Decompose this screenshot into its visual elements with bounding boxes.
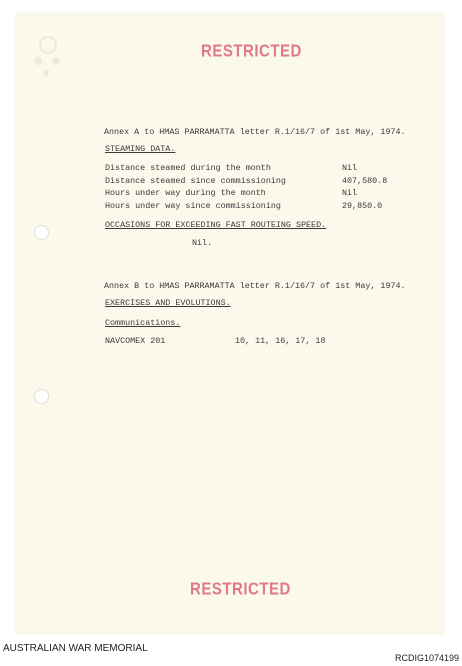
- exercise-dates: 10, 11, 16, 17, 18: [235, 336, 326, 346]
- embossed-seal: [28, 31, 68, 81]
- annex-b-header: Annex B to HMAS PARRAMATTA letter R.1/16/7 of 1st May, 1974.: [104, 281, 406, 291]
- exercise-name: NAVCOMEX 201: [105, 336, 166, 346]
- document-page: [16, 13, 444, 634]
- occasions-title: OCCASIONS FOR EXCEEDING FAST ROUTEING SPEED.: [105, 220, 327, 230]
- punch-hole-top: [34, 225, 49, 240]
- occasions-value: Nil.: [192, 238, 213, 248]
- footer-record-id: RCDIG1074199: [394, 653, 459, 663]
- steaming-data-title: STEAMING DATA.: [105, 144, 176, 154]
- row-value: 407,580.8: [342, 176, 388, 186]
- communications-subtitle: Communications.: [105, 318, 181, 328]
- row-value: Nil: [342, 188, 358, 198]
- row-label: Hours under way since commissioning: [105, 201, 281, 211]
- row-label: Distance steamed since commissioning: [105, 176, 286, 186]
- annex-a-header: Annex A to HMAS PARRAMATTA letter R.1/16/7 of 1st May, 1974.: [104, 127, 406, 137]
- row-value: Nil: [342, 163, 358, 173]
- row-value: 29,850.0: [342, 201, 383, 211]
- restricted-stamp-top: RESTRICTED: [201, 41, 302, 62]
- punch-hole-bottom: [34, 389, 49, 404]
- restricted-stamp-bottom: RESTRICTED: [190, 579, 291, 600]
- row-label: Hours under way during the month: [105, 188, 266, 198]
- row-label: Distance steamed during the month: [105, 163, 271, 173]
- exercises-title: EXERCISES AND EVOLUTIONS.: [105, 298, 231, 308]
- footer-institution: AUSTRALIAN WAR MEMORIAL: [3, 643, 148, 654]
